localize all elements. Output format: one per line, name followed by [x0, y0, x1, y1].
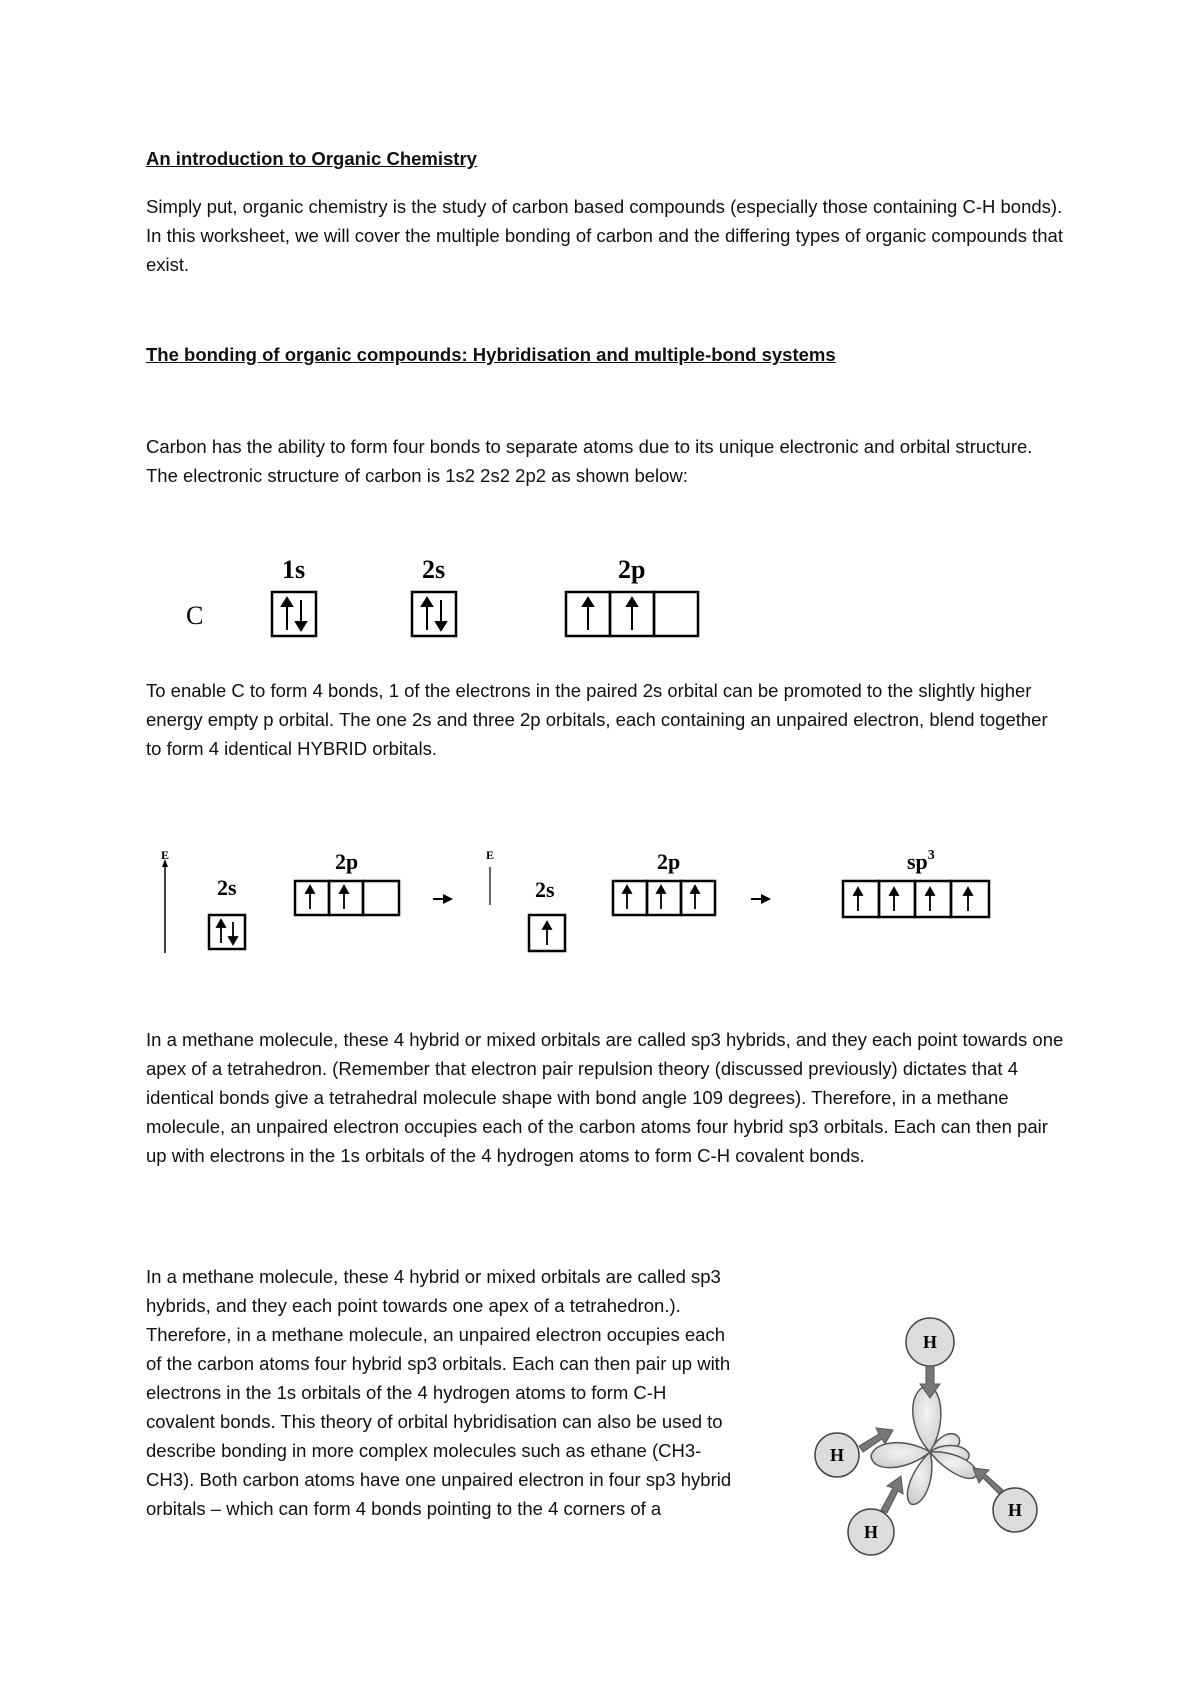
box-sp3-2 — [879, 881, 915, 917]
orbital-box-1s — [272, 592, 316, 636]
methane-orbital-diagram — [805, 1310, 1065, 1558]
box-sp3-4 — [951, 881, 989, 917]
hydrogen-label-right: H — [1007, 1500, 1023, 1520]
label-1s: 1s — [282, 555, 306, 584]
box-2p-ground-2 — [329, 881, 363, 915]
carbon-structure-paragraph: Carbon has the ability to form four bonds to separate atoms due to its unique electronic and orbital structure. The electronic structure of carbon is 1s2 2s2 2p2 as shown below: — [146, 436, 1033, 486]
hydrogen-label-top: H — [922, 1332, 938, 1352]
hybridisation-theory-paragraph: In a methane molecule, these 4 hybrid or mixed orbitals are called sp3 hybrids, and they each point towards one apex of a tetrahedron.). Therefore, in a methane molecule, an unpaired electron occupies each of the carbon atoms four hybrid sp3 orbitals. Each can then pair up with electrons in the 1s orbitals of the 4 hydrogen atoms to form C-H covalent bonds. This theory of orbital hybridisation can also be used to describe bonding in more complex molecules such as ethane (CH3-CH3). Both carbon atoms have one unpaired electron in four sp3 hybrid orbitals – which can form 4 bonds pointing to the 4 corners of a — [146, 1266, 732, 1519]
orbital-lobe-right — [930, 1452, 977, 1479]
arrow-right — [973, 1468, 1003, 1494]
label-2s-ground: 2s — [217, 875, 237, 900]
label-2s-excited: 2s — [535, 877, 555, 902]
promotion-paragraph: To enable C to form 4 bonds, 1 of the electrons in the paired 2s orbital can be promoted to the slightly higher energy empty p orbital. The one 2s and three 2p orbitals, each containing an unpaired electron, blend together to form 4 identical HYBRID orbitals. — [146, 680, 1048, 759]
sp3-superscript: 3 — [927, 848, 935, 863]
section-heading: The bonding of organic compounds: Hybridisation and multiple-bond systems — [146, 344, 836, 365]
label-2p-ground: 2p — [335, 849, 359, 874]
label-sp3 — [907, 848, 935, 874]
sp3-base: sp — [907, 849, 928, 874]
intro-paragraph: Simply put, organic chemistry is the study of carbon based compounds (especially those containing C-H bonds). In this worksheet, we will cover the multiple bonding of carbon and the differing types of organic compounds that exist. — [146, 196, 1063, 275]
hydrogen-label-bottom: H — [863, 1522, 879, 1542]
orbital-box-2s — [412, 592, 456, 636]
box-2s-ground — [209, 915, 245, 949]
element-symbol: C — [186, 601, 204, 630]
hydrogen-label-left: H — [829, 1445, 845, 1465]
box-2p-excited-3 — [681, 881, 715, 915]
box-2p-ground-3 — [363, 881, 399, 915]
box-2p-ground-1 — [295, 881, 329, 915]
carbon-orbital-diagram — [170, 548, 730, 648]
orbital-box-2p-3 — [654, 592, 698, 636]
label-2p: 2p — [618, 555, 646, 584]
hybridisation-diagram — [155, 845, 1015, 955]
methane-paragraph: In a methane molecule, these 4 hybrid or mixed orbitals are called sp3 hybrids, and they each point towards one apex of a tetrahedron. (Remember that electron pair repulsion theory (discussed previously) dictates that 4 identical bonds give a tetrahedral molecule shape with bond angle 109 degrees). Therefore, in a methane molecule, an unpaired electron occupies each of the carbon atoms four hybrid sp3 orbitals. Each can then pair up with electrons in the 1s orbitals of the 4 hydrogen atoms to form C-H covalent bonds. — [146, 1029, 1064, 1166]
arrow-bottom — [881, 1476, 903, 1513]
energy-label-2: E — [486, 848, 495, 862]
box-sp3-1 — [843, 881, 879, 917]
label-2p-excited: 2p — [657, 849, 681, 874]
box-sp3-3 — [915, 881, 951, 917]
label-2s: 2s — [422, 555, 446, 584]
box-2p-excited-1 — [613, 881, 647, 915]
energy-label-1: E — [161, 848, 170, 862]
page-title: An introduction to Organic Chemistry — [146, 148, 477, 169]
box-2p-excited-2 — [647, 881, 681, 915]
